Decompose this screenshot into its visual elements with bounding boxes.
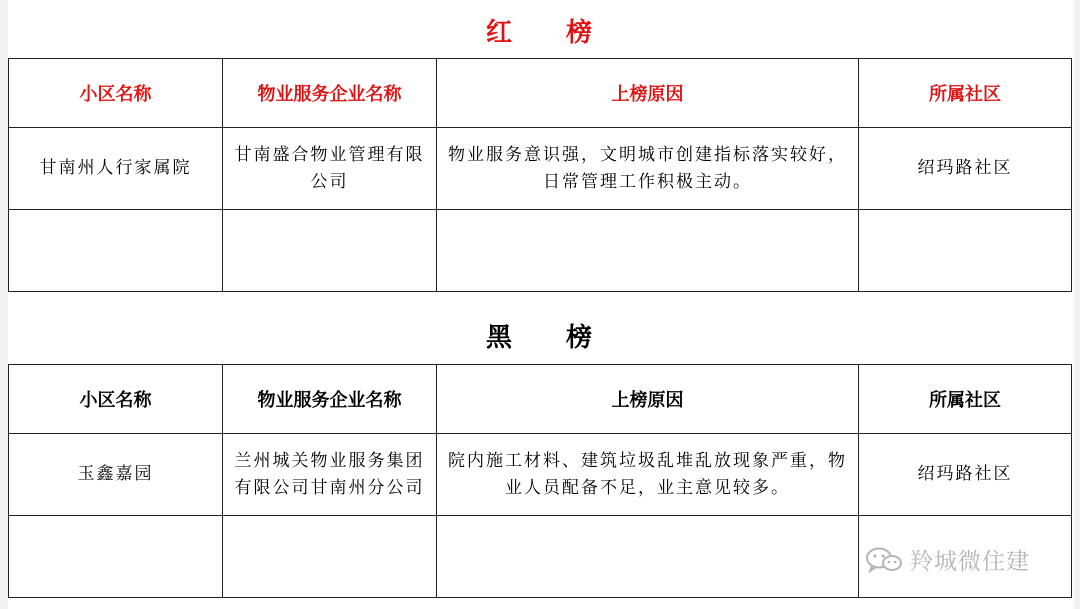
cell-community: 甘南州人行家属院: [9, 128, 223, 210]
table-row-empty: [9, 210, 1072, 292]
header-reason: 上榜原因: [437, 59, 859, 128]
header-reason: 上榜原因: [437, 365, 859, 434]
left-page-edge: [0, 0, 8, 609]
black-board-title: [0, 317, 1080, 354]
red-board-title-char-1: 红: [485, 18, 514, 48]
cell-community: 玉鑫嘉园: [9, 434, 223, 516]
cell-empty: [223, 210, 437, 292]
cell-reason: 物业服务意识强，文明城市创建指标落实较好，日常管理工作积极主动。: [437, 128, 859, 210]
black-board-title-char-2: 榜: [566, 323, 595, 353]
table-row: [9, 128, 1072, 210]
cell-empty: [859, 210, 1072, 292]
right-page-edge: [1074, 0, 1080, 609]
red-board-header-row: [9, 59, 1072, 128]
black-board-header-row: [9, 365, 1072, 434]
table-row: [9, 434, 1072, 516]
cell-district: 绍玛路社区: [859, 128, 1072, 210]
header-company: 物业服务企业名称: [223, 365, 437, 434]
header-company: 物业服务企业名称: [223, 59, 437, 128]
cell-company: 兰州城关物业服务集团有限公司甘南州分公司: [223, 434, 437, 516]
cell-empty: [9, 210, 223, 292]
cell-empty: [223, 516, 437, 598]
header-district: 所属社区: [859, 365, 1072, 434]
header-community: 小区名称: [9, 59, 223, 128]
header-district: 所属社区: [859, 59, 1072, 128]
watermark: [864, 543, 1030, 576]
red-board-title: [0, 12, 1080, 49]
header-community: 小区名称: [9, 365, 223, 434]
black-board-title-char-1: 黑: [485, 323, 514, 353]
cell-empty: [437, 210, 859, 292]
cell-empty: [437, 516, 859, 598]
cell-reason: 院内施工材料、建筑垃圾乱堆乱放现象严重，物业人员配备不足，业主意见较多。: [437, 434, 859, 516]
wechat-icon: [864, 545, 904, 575]
cell-company: 甘南盛合物业管理有限公司: [223, 128, 437, 210]
red-board-title-char-2: 榜: [566, 18, 595, 48]
cell-empty: [9, 516, 223, 598]
watermark-text: 羚城微住建: [910, 549, 1030, 575]
cell-district: 绍玛路社区: [859, 434, 1072, 516]
red-board-table: [8, 58, 1072, 292]
